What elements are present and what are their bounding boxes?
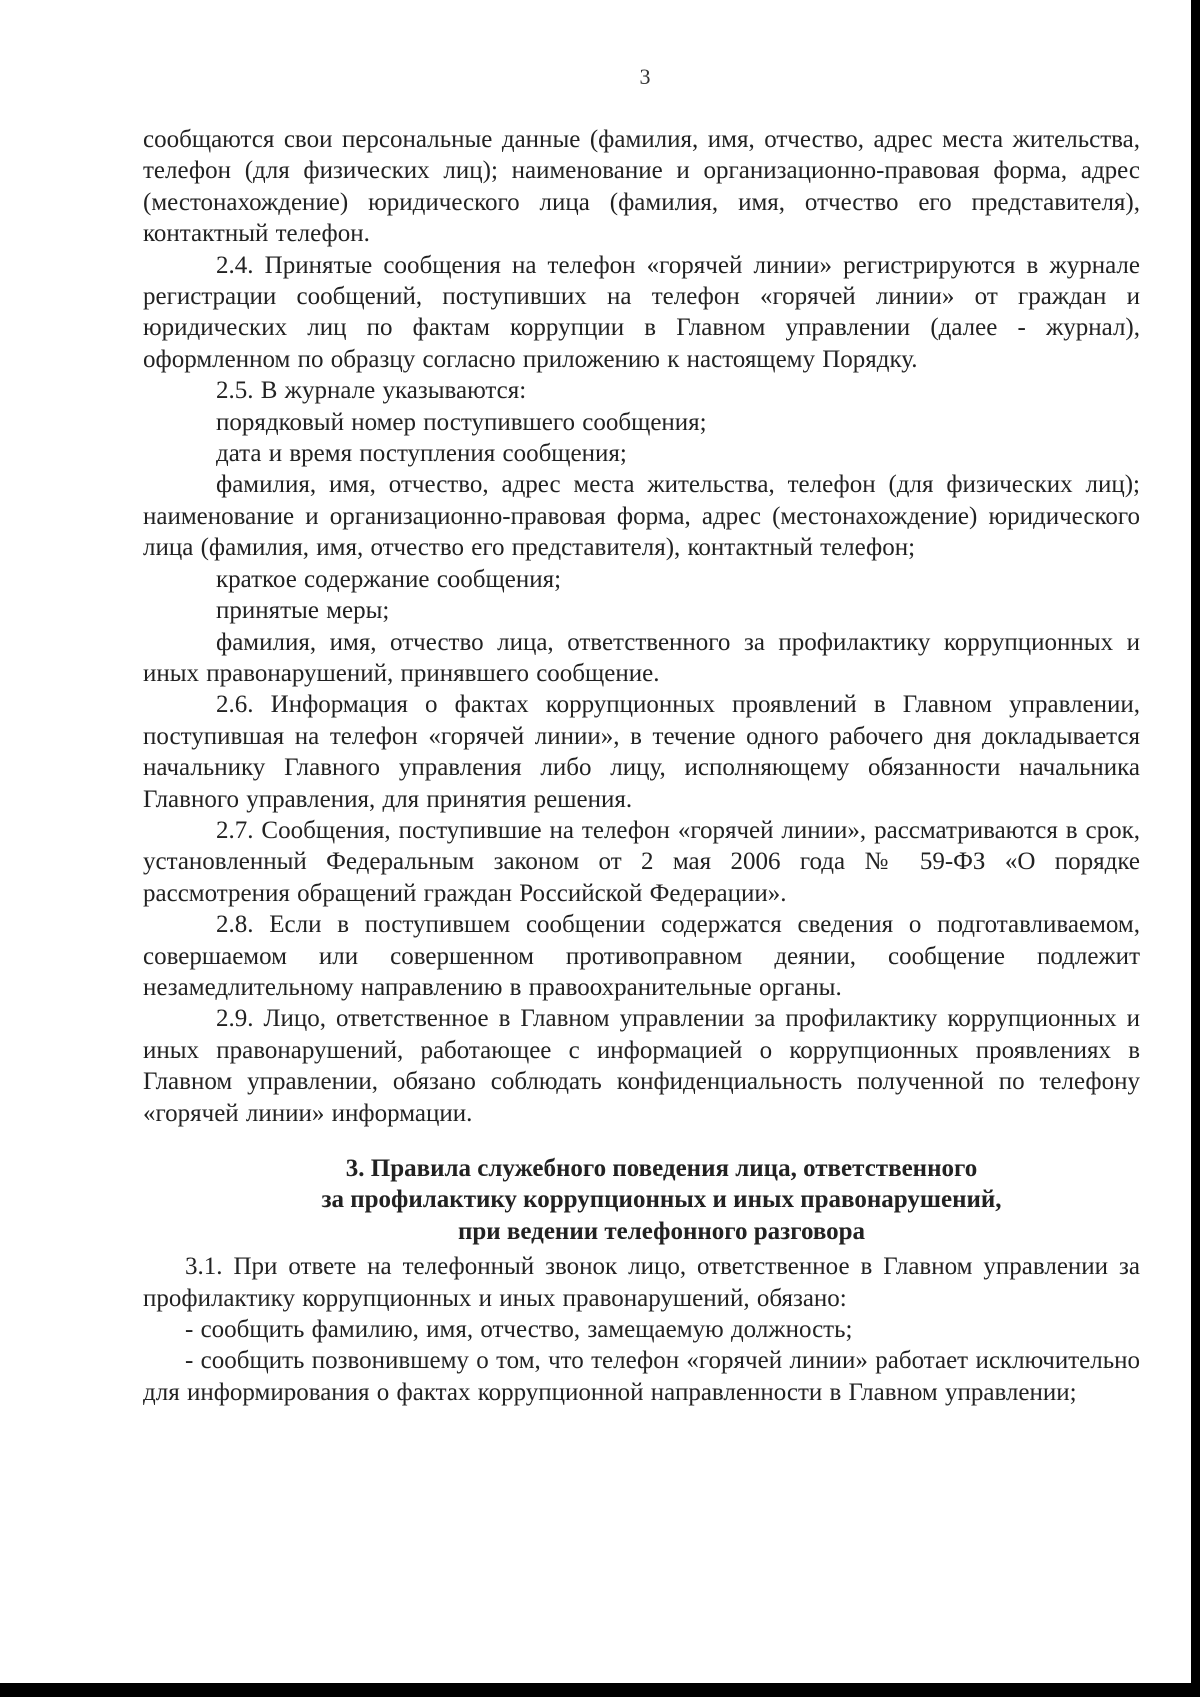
section-3-heading <box>143 1153 1140 1247</box>
scan-right-border <box>1191 0 1200 1697</box>
paragraph: 3.1. При ответе на телефонный звонок лицо, ответственное в Главном управлении за профилактику коррупционных и иных правонарушений, обязано: <box>143 1253 1140 1312</box>
section-3-heading-line-1: 3. Правила служебного поведения лица, ответственного <box>345 1155 978 1182</box>
paragraph: фамилия, имя, отчество лица, ответственного за профилактику коррупционных и иных правонарушений, принявшего сообщение. <box>143 628 1140 687</box>
paragraph: краткое содержание сообщения; <box>216 565 562 593</box>
page-number: 3 <box>639 64 651 89</box>
section-3-heading-line-2: за профилактику коррупционных и иных правонарушений, <box>321 1186 1002 1214</box>
section-2-paragraphs <box>143 124 1140 1129</box>
paragraph: - сообщить позвонившему о том, что телефон «горячей линии» работает исключительно для информирования о фактах коррупционной направленности в Главном управлении; <box>143 1347 1140 1406</box>
paragraph: фамилия, имя, отчество, адрес места жительства, телефон (для физических лиц); наименование и организационно-правовая форма, адрес (местонахождение) юридического лица (фамилия, имя, отчество его представителя), контактный телефон; <box>143 471 1140 562</box>
paragraph: сообщаются свои персональные данные (фамилия, имя, отчество, адрес места жительства, телефон (для физических лиц); наименование и организационно-правовая форма, адрес (местонахождение) юридического лица (фамилия, имя, отчество его представителя), контактный телефон. <box>143 126 1140 248</box>
paragraph: дата и время поступления сообщения; <box>216 440 627 468</box>
paragraph: - сообщить фамилию, имя, отчество, замещаемую должность; <box>185 1316 853 1344</box>
scan-bottom-border <box>0 1683 1200 1697</box>
paragraph: 2.5. В журнале указываются: <box>216 377 527 405</box>
paragraph: порядковый номер поступившего сообщения; <box>216 408 707 436</box>
section-3-heading-line-3: при ведении телефонного разговора <box>457 1217 866 1245</box>
paragraph: 2.9. Лицо, ответственное в Главном управлении за профилактику коррупционных и иных правонарушений, работающее с информацией о коррупционных проявлениях в Главном управлении, обязано соблюдать конфиденциальность полученной по телефону «горячей линии» информации. <box>143 1005 1140 1127</box>
paragraph: 2.6. Информация о фактах коррупционных проявлений в Главном управлении, поступившая на телефон «горячей линии», в течение одного рабочего дня докладывается начальнику Главного управления либо лицу, исполняющему обязанности начальника Главного управления, для принятия решения. <box>143 691 1140 813</box>
paragraph: 2.4. Принятые сообщения на телефон «горячей линии» регистрируются в журнале регистрации сообщений, поступивших на телефон «горячей линии» от граждан и юридических лиц по фактам коррупции в Главном управлении (далее - журнал), оформленном по образцу согласно приложению к настоящему Порядку. <box>143 251 1140 373</box>
section-3-paragraphs <box>143 1251 1140 1408</box>
paragraph: принятые меры; <box>216 597 390 625</box>
paragraph: 2.8. Если в поступившем сообщении содержатся сведения о подготавливаемом, совершаемом или совершенном противоправном деянии, сообщение подлежит незамедлительному направлению в правоохранительные органы. <box>143 911 1140 1001</box>
paragraph: 2.7. Сообщения, поступившие на телефон «горячей линии», рассматриваются в срок, установленный Федеральным законом от 2 мая 2006 года № 59-ФЗ «О порядке рассмотрения обращений граждан Российской Федерации». <box>143 816 1140 907</box>
document-body <box>143 124 1140 1408</box>
